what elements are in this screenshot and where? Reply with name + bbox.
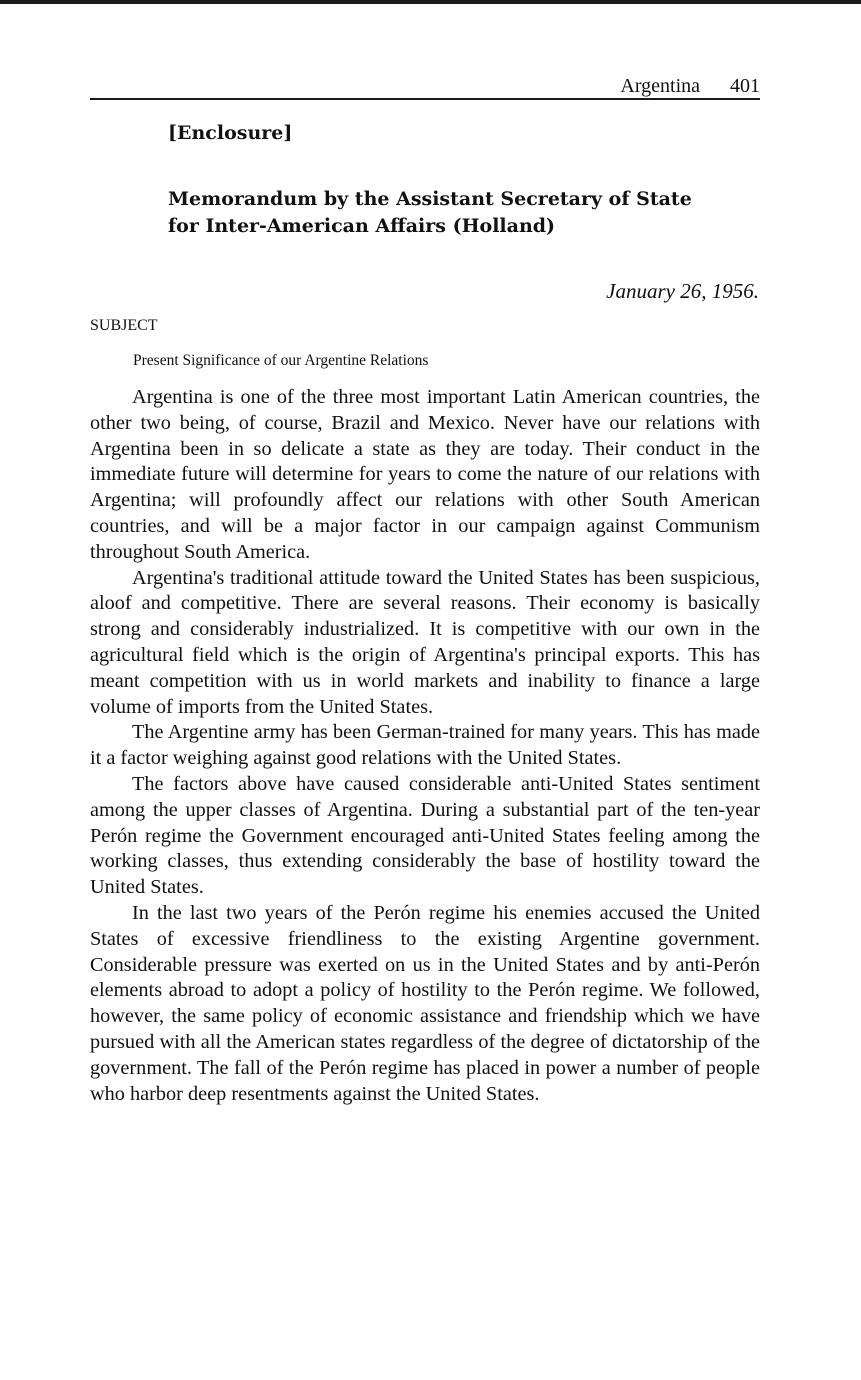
memo-date: January 26, 1956. — [606, 279, 759, 303]
top-edge-rule — [0, 0, 861, 4]
paragraph: Argentina's traditional attitude toward the United States has been suspicious, aloof and competitive. There are several reasons. Their economy is basically strong and considerably industrialized. It is competitive with our own in the agricultural field which is the origin of Argentina's principal exports. This has meant competition with us in world markets and inability to finance a large volume of imports from the United States. — [90, 566, 760, 718]
running-head-title: Argentina — [620, 75, 700, 97]
paragraph: In the last two years of the Perón regime his enemies accused the United States of excessive friendliness to the existing Argentine government. Considerable pressure was exerted on us in the United States and by anti-Perón elements abroad to adopt a policy of hostility to the Perón regime. We followed, however, the same policy of economic assistance and friendship which we have pursued with all the American states regardless of the degree of dictatorship of the government. The fall of the Perón regime has placed in power a number of people who harbor deep resentments against the United States. — [90, 901, 760, 1105]
paragraph: Argentina is one of the three most important Latin American countries, the other two being, of course, Brazil and Mexico. Never have our relations with Argentina been in so delicate a state as they are today. Their conduct in the immediate future will determine for years to come the nature of our relations with Argentina; will profoundly affect our relations with other South American countries, and will be a major factor in our campaign against Communism throughout South America. — [90, 386, 760, 563]
memo-title: Memorandum by the Assistant Secretary of State for Inter-American Affairs (Holland) — [168, 188, 692, 237]
memo-body — [90, 385, 760, 1107]
paragraph: The Argentine army has been German-trained for many years. This has made it a factor weighing against good relations with the United States. — [90, 721, 760, 770]
subject-text: Present Significance of our Argentine Relations — [133, 352, 429, 369]
running-head — [90, 74, 760, 100]
paragraph: The factors above have caused considerable anti-United States sentiment among the upper classes of Argentina. During a substantial part of the ten-year Perón regime the Government encouraged anti-United States feeling among the working classes, thus extending considerably the base of hostility toward the United States. — [90, 772, 760, 899]
subject-label: SUBJECT — [90, 317, 158, 334]
page-number: 401 — [730, 75, 760, 97]
enclosure-label: [Enclosure] — [168, 122, 293, 144]
